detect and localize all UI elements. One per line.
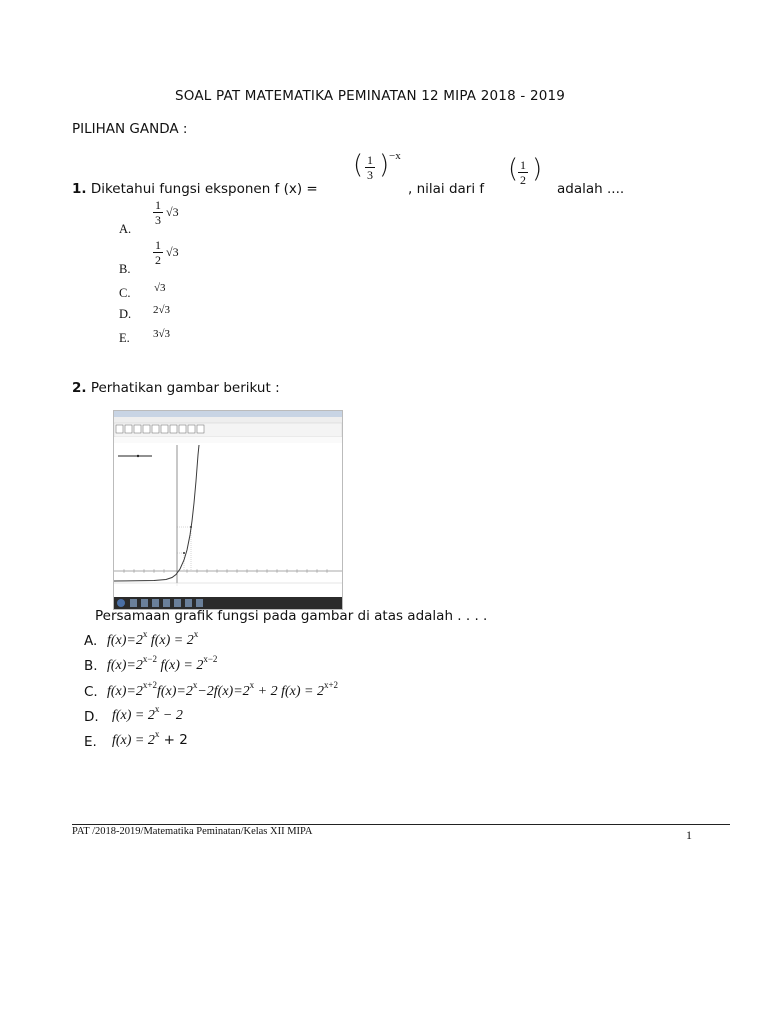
q1-option-a-label: A. [119, 222, 132, 236]
q2-option-d-expr: $f(x) = 2^x - 2$ [112, 704, 183, 723]
page-title: SOAL PAT MATEMATIKA PEMINATAN 12 MIPA 2018 - 2019 [175, 88, 566, 104]
base-numerator: 1 [367, 153, 373, 167]
q1-option-c-label: C. [119, 286, 131, 300]
question-1-number: 1. [72, 181, 87, 197]
footer-rule [72, 824, 730, 825]
q1-option-b-expr: $\frac{1}{2}$ √3 [155, 238, 179, 267]
q1-option-b-label: B. [119, 262, 131, 276]
q2-option-e-expr: $f(x) = 2^x + 2$ [112, 729, 188, 748]
q1-option-e-expr: 3√3 [153, 328, 171, 340]
graph-screenshot [113, 410, 343, 610]
question-1 [72, 181, 318, 197]
q1-option-c-expr: √3 [154, 282, 166, 294]
question-2-text: Perhatikan gambar berikut : [90, 380, 280, 396]
q2-option-d-label: D. [84, 709, 99, 725]
q1-option-d-expr: 2√3 [153, 304, 171, 316]
graph-screenshot-svg [114, 411, 342, 609]
page-number: 1 [686, 828, 692, 842]
q1-option-e-label: E. [119, 331, 130, 345]
q2-option-a-expr: $f(x)=2^x$ $f(x) = 2^x$ [107, 629, 199, 648]
q2-option-c-expr: $f(x)=2^{x+2}f(x)=2^x-2f(x)=2^x + 2$ $f(x) = 2^{x+2}$ [107, 680, 339, 699]
q2-option-b-label: B. [84, 658, 98, 674]
q2-option-b-expr: $f(x)=2^{x-2}$ $f(x) = 2^{x-2}$ [107, 654, 218, 673]
question-2-number: 2. [72, 380, 87, 396]
base-exponent: −x [389, 150, 401, 162]
question-1-text: Diketahui fungsi eksponen f (x) = [90, 181, 318, 197]
question-2 [72, 380, 280, 396]
question-1-text-c: adalah .... [557, 181, 625, 197]
arg-numerator: 1 [520, 158, 526, 172]
footer-text: PAT /2018-2019/Matematika Peminatan/Kelas XII MIPA [72, 826, 313, 837]
q2-option-c-label: C. [84, 684, 98, 700]
q2-option-e-label: E. [84, 734, 97, 750]
arg-denominator: 2 [520, 173, 526, 187]
section-heading: PILIHAN GANDA : [72, 121, 188, 137]
base-denominator: 3 [367, 168, 373, 182]
question-1-text-b: , nilai dari f [408, 181, 485, 197]
q1-option-d-label: D. [119, 307, 132, 321]
question-2-prompt: Persamaan grafik fungsi pada gambar di atas adalah . . . . [95, 608, 488, 624]
q2-option-a-label: A. [84, 633, 98, 649]
q1-option-a-expr: $\frac{1}{3}$ √3 [155, 198, 179, 227]
